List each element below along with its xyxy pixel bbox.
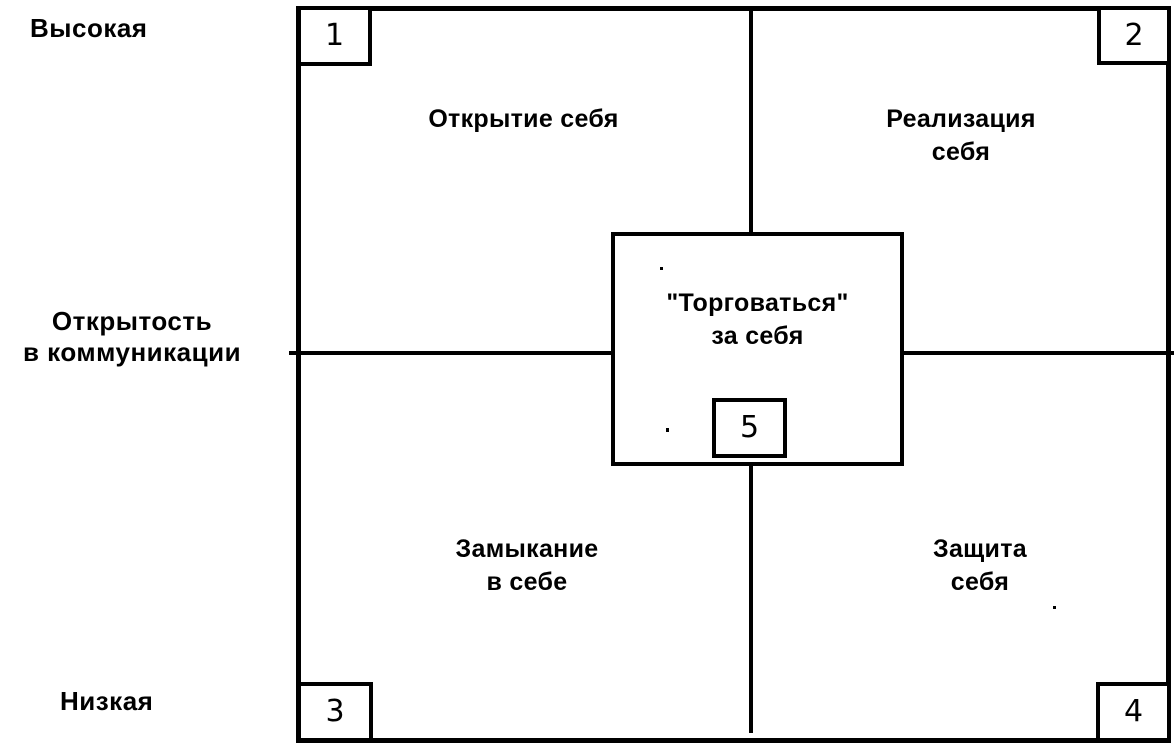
center-box-label-line2: за себя (711, 322, 804, 350)
quadrant-1-marker (297, 6, 372, 66)
quadrant-4-label-line1: Защита (933, 535, 1027, 563)
axis-label-low: Низкая (60, 686, 154, 716)
scan-speck (666, 428, 669, 432)
scan-speck (1053, 606, 1056, 609)
quadrant-1-label (296, 103, 751, 136)
axis-title (0, 306, 264, 368)
quadrant-2-number: 2 (1124, 17, 1144, 53)
quadrant-3-label (296, 533, 758, 599)
center-box-label (611, 287, 904, 353)
center-box-label-line1: "Торговаться" (666, 289, 849, 317)
scan-speck (660, 267, 663, 270)
axis-label-high: Высокая (30, 13, 148, 43)
quadrant-3-marker (297, 682, 373, 742)
quadrant-4-marker (1096, 682, 1171, 742)
quadrant-4-label-line2: себя (950, 568, 1010, 596)
quadrant-1-number: 1 (324, 18, 345, 53)
center-number: 5 (739, 410, 760, 445)
quadrant-1-label-line1: Открытие себя (428, 105, 619, 133)
quadrant-2-marker (1097, 6, 1171, 65)
quadrant-2-label-line2: себя (931, 138, 991, 166)
axis-title-line1: Открытость (51, 306, 213, 336)
quadrant-3-number: 3 (325, 694, 345, 729)
quadrant-2-label-line1: Реализация (886, 105, 1036, 133)
quadrant-3-label-line1: Замыкание (455, 535, 599, 563)
center-marker (712, 398, 787, 458)
axis-title-line2: в коммуникации (22, 337, 242, 367)
quadrant-2-label (751, 103, 1171, 169)
quadrant-3-label-line2: в себе (486, 568, 568, 596)
quadrant-4-label (790, 533, 1170, 599)
quadrant-4-number: 4 (1123, 694, 1144, 729)
